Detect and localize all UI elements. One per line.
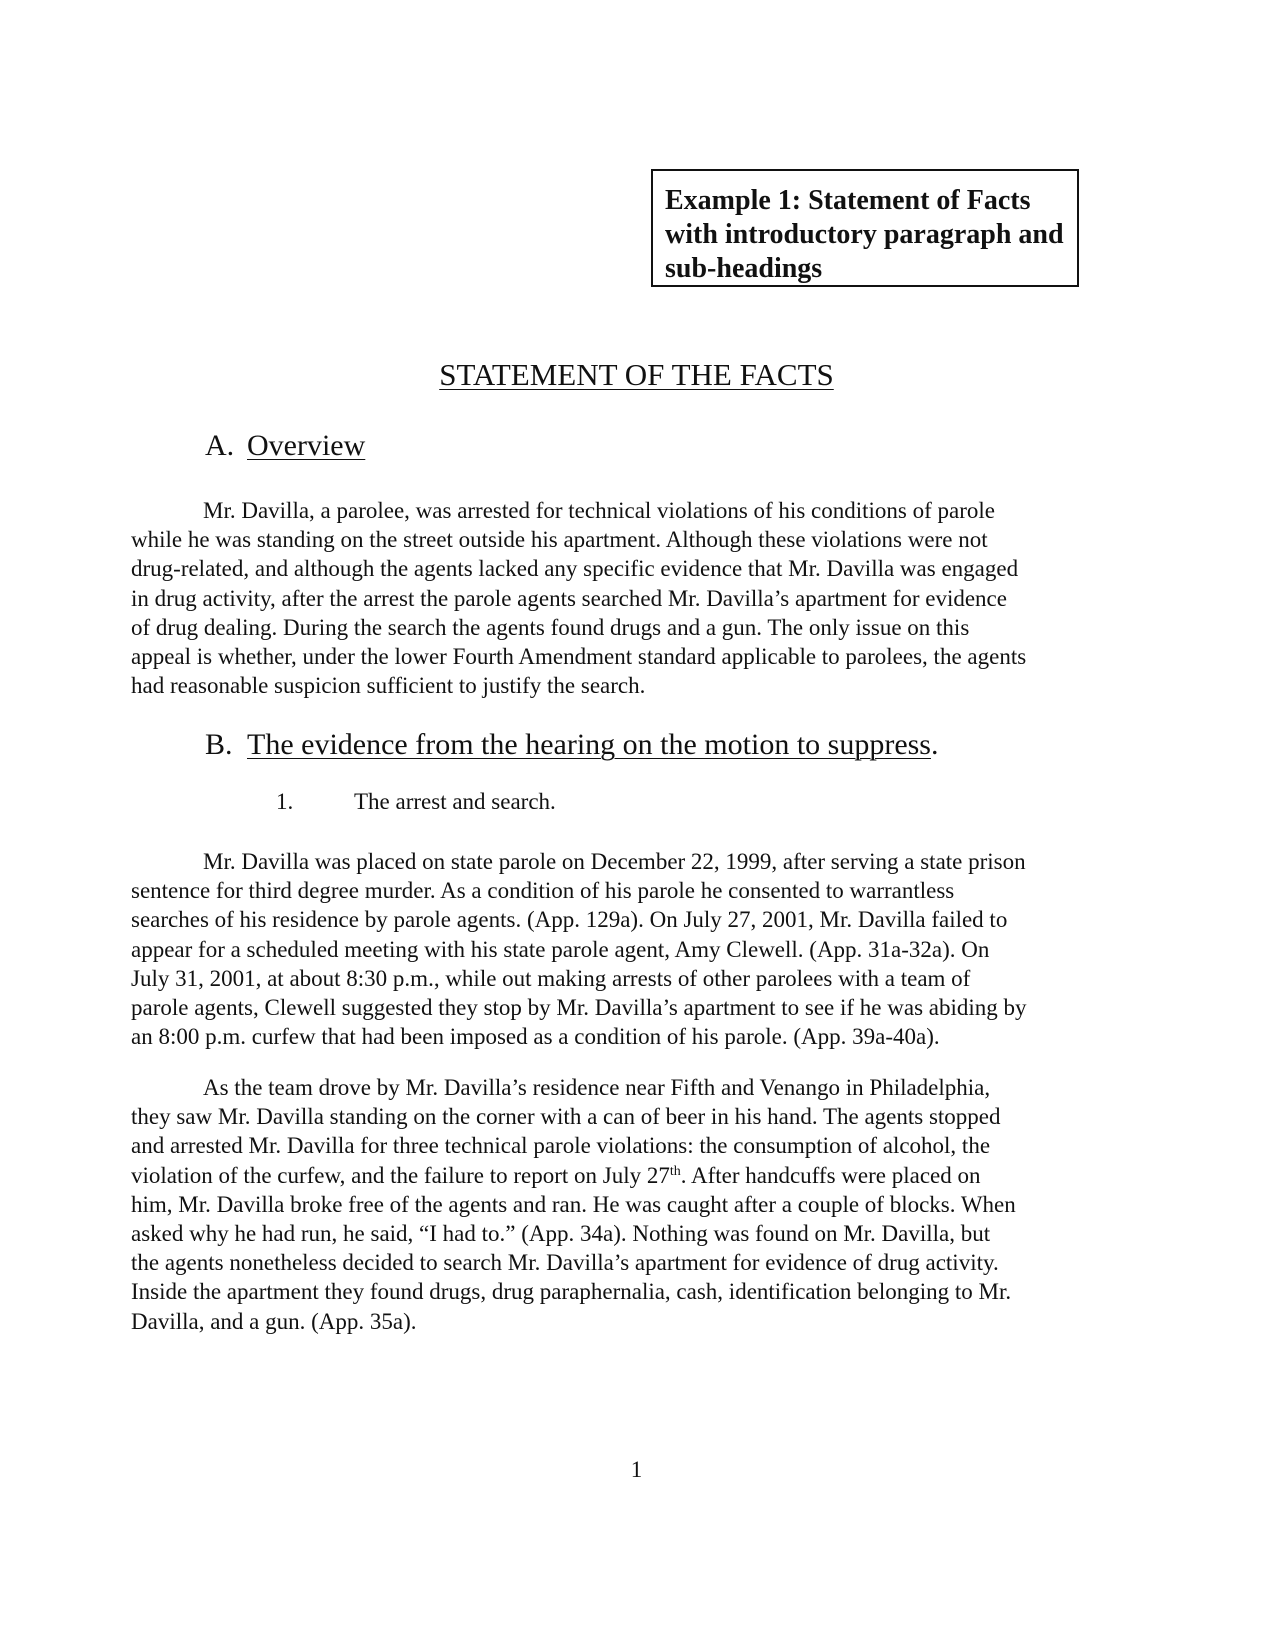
section-a-heading: [205, 428, 365, 464]
document-title: [0, 357, 1273, 393]
paragraph-line: sentence for third degree murder. As a condition of his parole he consented to warrantless: [131, 878, 955, 904]
subsection-title: The arrest and search.: [354, 789, 556, 814]
section-b-heading: [205, 727, 938, 763]
overview-paragraph: [131, 496, 1131, 700]
paragraph-line: while he was standing on the street outside his apartment. Although these violations were not: [131, 527, 988, 553]
ordinal-superscript: th: [669, 1163, 681, 1179]
paragraph-line: an 8:00 p.m. curfew that had been imposed as a condition of his parole. (App. 39a-40a).: [131, 1024, 940, 1050]
paragraph-line: parole agents, Clewell suggested they stop by Mr. Davilla’s apartment to see if he was abiding by: [131, 995, 1027, 1021]
paragraph-line: of drug dealing. During the search the agents found drugs and a gun. The only issue on this: [131, 614, 970, 640]
paragraph-line: July 31, 2001, at about 8:30 p.m., while out making arrests of other parolees with a team of: [131, 965, 971, 991]
paragraph-line: As the team drove by Mr. Davilla’s residence near Fifth and Venango in Philadelphia,: [203, 1075, 991, 1100]
paragraph-line: Inside the apartment they found drugs, drug paraphernalia, cash, identification belonging to Mr.: [131, 1279, 1012, 1305]
example-label-box: [651, 169, 1079, 287]
example-label-line: with introductory paragraph and: [665, 219, 1064, 250]
paragraph-line: and arrested Mr. Davilla for three technical parole violations: the consumption of alcohol, the: [131, 1133, 991, 1159]
arrest-paragraph-2: [131, 1073, 1131, 1336]
page-number: 1: [630, 1457, 643, 1482]
paragraph-line: [131, 1161, 1131, 1190]
paragraph-line: him, Mr. Davilla broke free of the agents and ran. He was caught after a couple of blocks. When: [131, 1191, 1016, 1217]
paragraph-line: Mr. Davilla, a parolee, was arrested for technical violations of his conditions of parole: [203, 498, 995, 523]
paragraph-line: drug-related, and although the agents lacked any specific evidence that Mr. Davilla was engaged: [131, 556, 1019, 582]
section-b-title: The evidence from the hearing on the motion to suppress: [247, 728, 931, 761]
section-a-letter: A.: [205, 429, 235, 462]
paragraph-line: in drug activity, after the arrest the parole agents searched Mr. Davilla’s apartment for evidence: [131, 585, 1007, 611]
example-label-line: Example 1: Statement of Facts: [665, 185, 1031, 216]
paragraph-line: appeal is whether, under the lower Fourth Amendment standard applicable to parolees, the agents: [131, 644, 1027, 670]
paragraph-line: the agents nonetheless decided to search Mr. Davilla’s apartment for evidence of drug activity.: [131, 1250, 999, 1276]
section-b-title-period: .: [930, 728, 939, 761]
subsection-1-heading: [276, 788, 556, 816]
paragraph-line: they saw Mr. Davilla standing on the corner with a can of beer in his hand. The agents stopped: [131, 1104, 1001, 1130]
paragraph-line: Mr. Davilla was placed on state parole on December 22, 1999, after serving a state prison: [203, 849, 1026, 874]
paragraph-line: asked why he had run, he said, “I had to.” (App. 34a). Nothing was found on Mr. Davilla, but: [131, 1221, 991, 1247]
arrest-paragraph-1: [131, 847, 1131, 1051]
document-title-text: STATEMENT OF THE FACTS: [439, 357, 834, 392]
line-text: . After handcuffs were placed on: [680, 1162, 981, 1188]
paragraph-line: searches of his residence by parole agents. (App. 129a). On July 27, 2001, Mr. Davilla failed to: [131, 907, 1008, 933]
paragraph-line: had reasonable suspicion sufficient to justify the search.: [131, 673, 646, 699]
example-label-line: sub-headings: [665, 253, 823, 284]
line-text: violation of the curfew, and the failure to report on July 27: [131, 1162, 670, 1188]
paragraph-line: Davilla, and a gun. (App. 35a).: [131, 1308, 417, 1334]
section-a-title: Overview: [247, 429, 366, 462]
subsection-number: 1.: [276, 789, 294, 814]
section-b-letter: B.: [205, 728, 233, 761]
paragraph-line: appear for a scheduled meeting with his state parole agent, Amy Clewell. (App. 31a-32a). On: [131, 936, 990, 962]
